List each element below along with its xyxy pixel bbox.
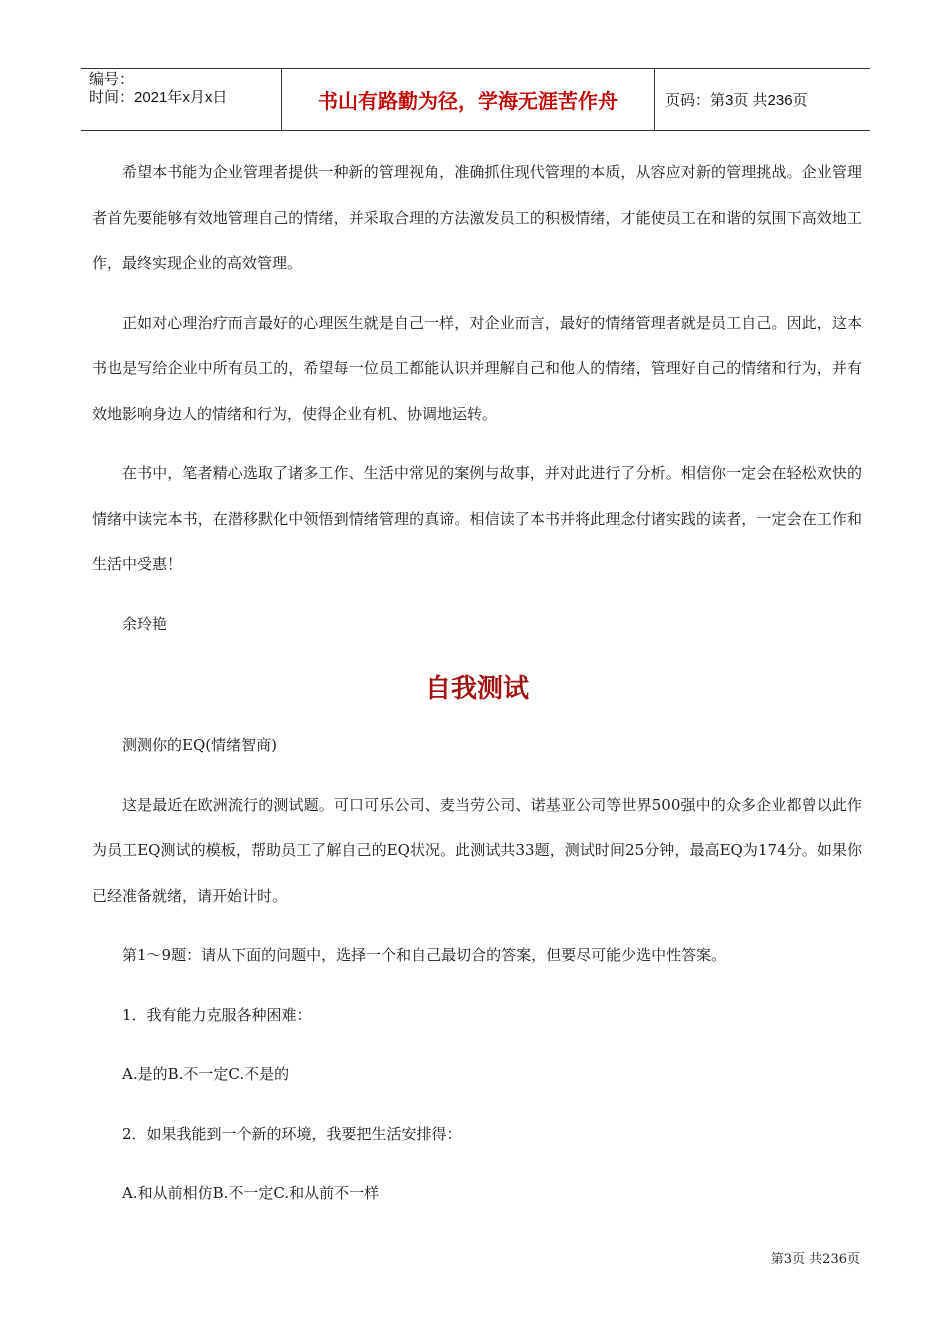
question-text: 1．我有能力克服各种困难： [122,1005,312,1024]
paragraph: 在书中，笔者精心选取了诸多工作、生活中常见的案例与故事，并对此进行了分析。相信你一定会在轻松欢快的情绪中读完本书，在潜移默化中领悟到情绪管理的真谛。相信读了本书并将此理念付诸实践的读者，一定会在工作和生活中受惠！ [92,464,862,573]
intro-paragraph: 这是最近在欧洲流行的测试题。可口可乐公司、麦当劳公司、诺基亚公司等世界500强中的众多企业都曾以此作为员工EQ测试的模板，帮助员工了解自己的EQ状况。此测试共33题，测试时间25分钟，最高EQ为174分。如果你已经准备就绪，请开始计时。 [92,795,862,905]
header-meta [81,69,282,130]
document-body [92,150,862,1217]
header-page-info: 页码：第3页 共236页 [665,92,808,109]
question-text: 2．如果我能到一个新的环境，我要把生活安排得： [122,1124,462,1143]
header-motto: 书山有路勤为径，学海无涯苦作舟 [282,69,655,130]
time-label: 时间：2021年x月x日 [89,89,228,106]
page-footer: 第3页 共236页 [770,1252,860,1267]
section-title: 自我测试 [424,674,529,704]
question-options: A.是的B.不一定C.不是的 [122,1065,290,1083]
code-label: 编号： [89,71,135,88]
subtitle: 测测你的EQ(情绪智商) [122,736,277,754]
question-options: A.和从前相仿B.不一定C.和从前不一样 [122,1184,380,1202]
paragraph: 正如对心理治疗而言最好的心理医生就是自己一样，对企业而言，最好的情绪管理者就是员工自己。因此，这本书也是写给企业中所有员工的，希望每一位员工都能认识并理解自己和他人的情绪，管理好自己的情绪和行为，并有效地影响身边人的情绪和行为，使得企业有机、协调地运转。 [92,313,862,423]
author-name: 余玲艳 [122,614,168,633]
page-header [81,68,870,131]
paragraph: 希望本书能为企业管理者提供一种新的管理视角，准确抓住现代管理的本质，从容应对新的管理挑战。企业管理者首先要能够有效地管理自己的情绪，并采取合理的方法激发员工的积极情绪，才能使员工在和谐的氛围下高效地工作，最终实现企业的高效管理。 [92,163,862,272]
instruction: 第1～9题：请从下面的问题中，选择一个和自己最切合的答案，但要尽可能少选中性答案。 [122,946,727,964]
